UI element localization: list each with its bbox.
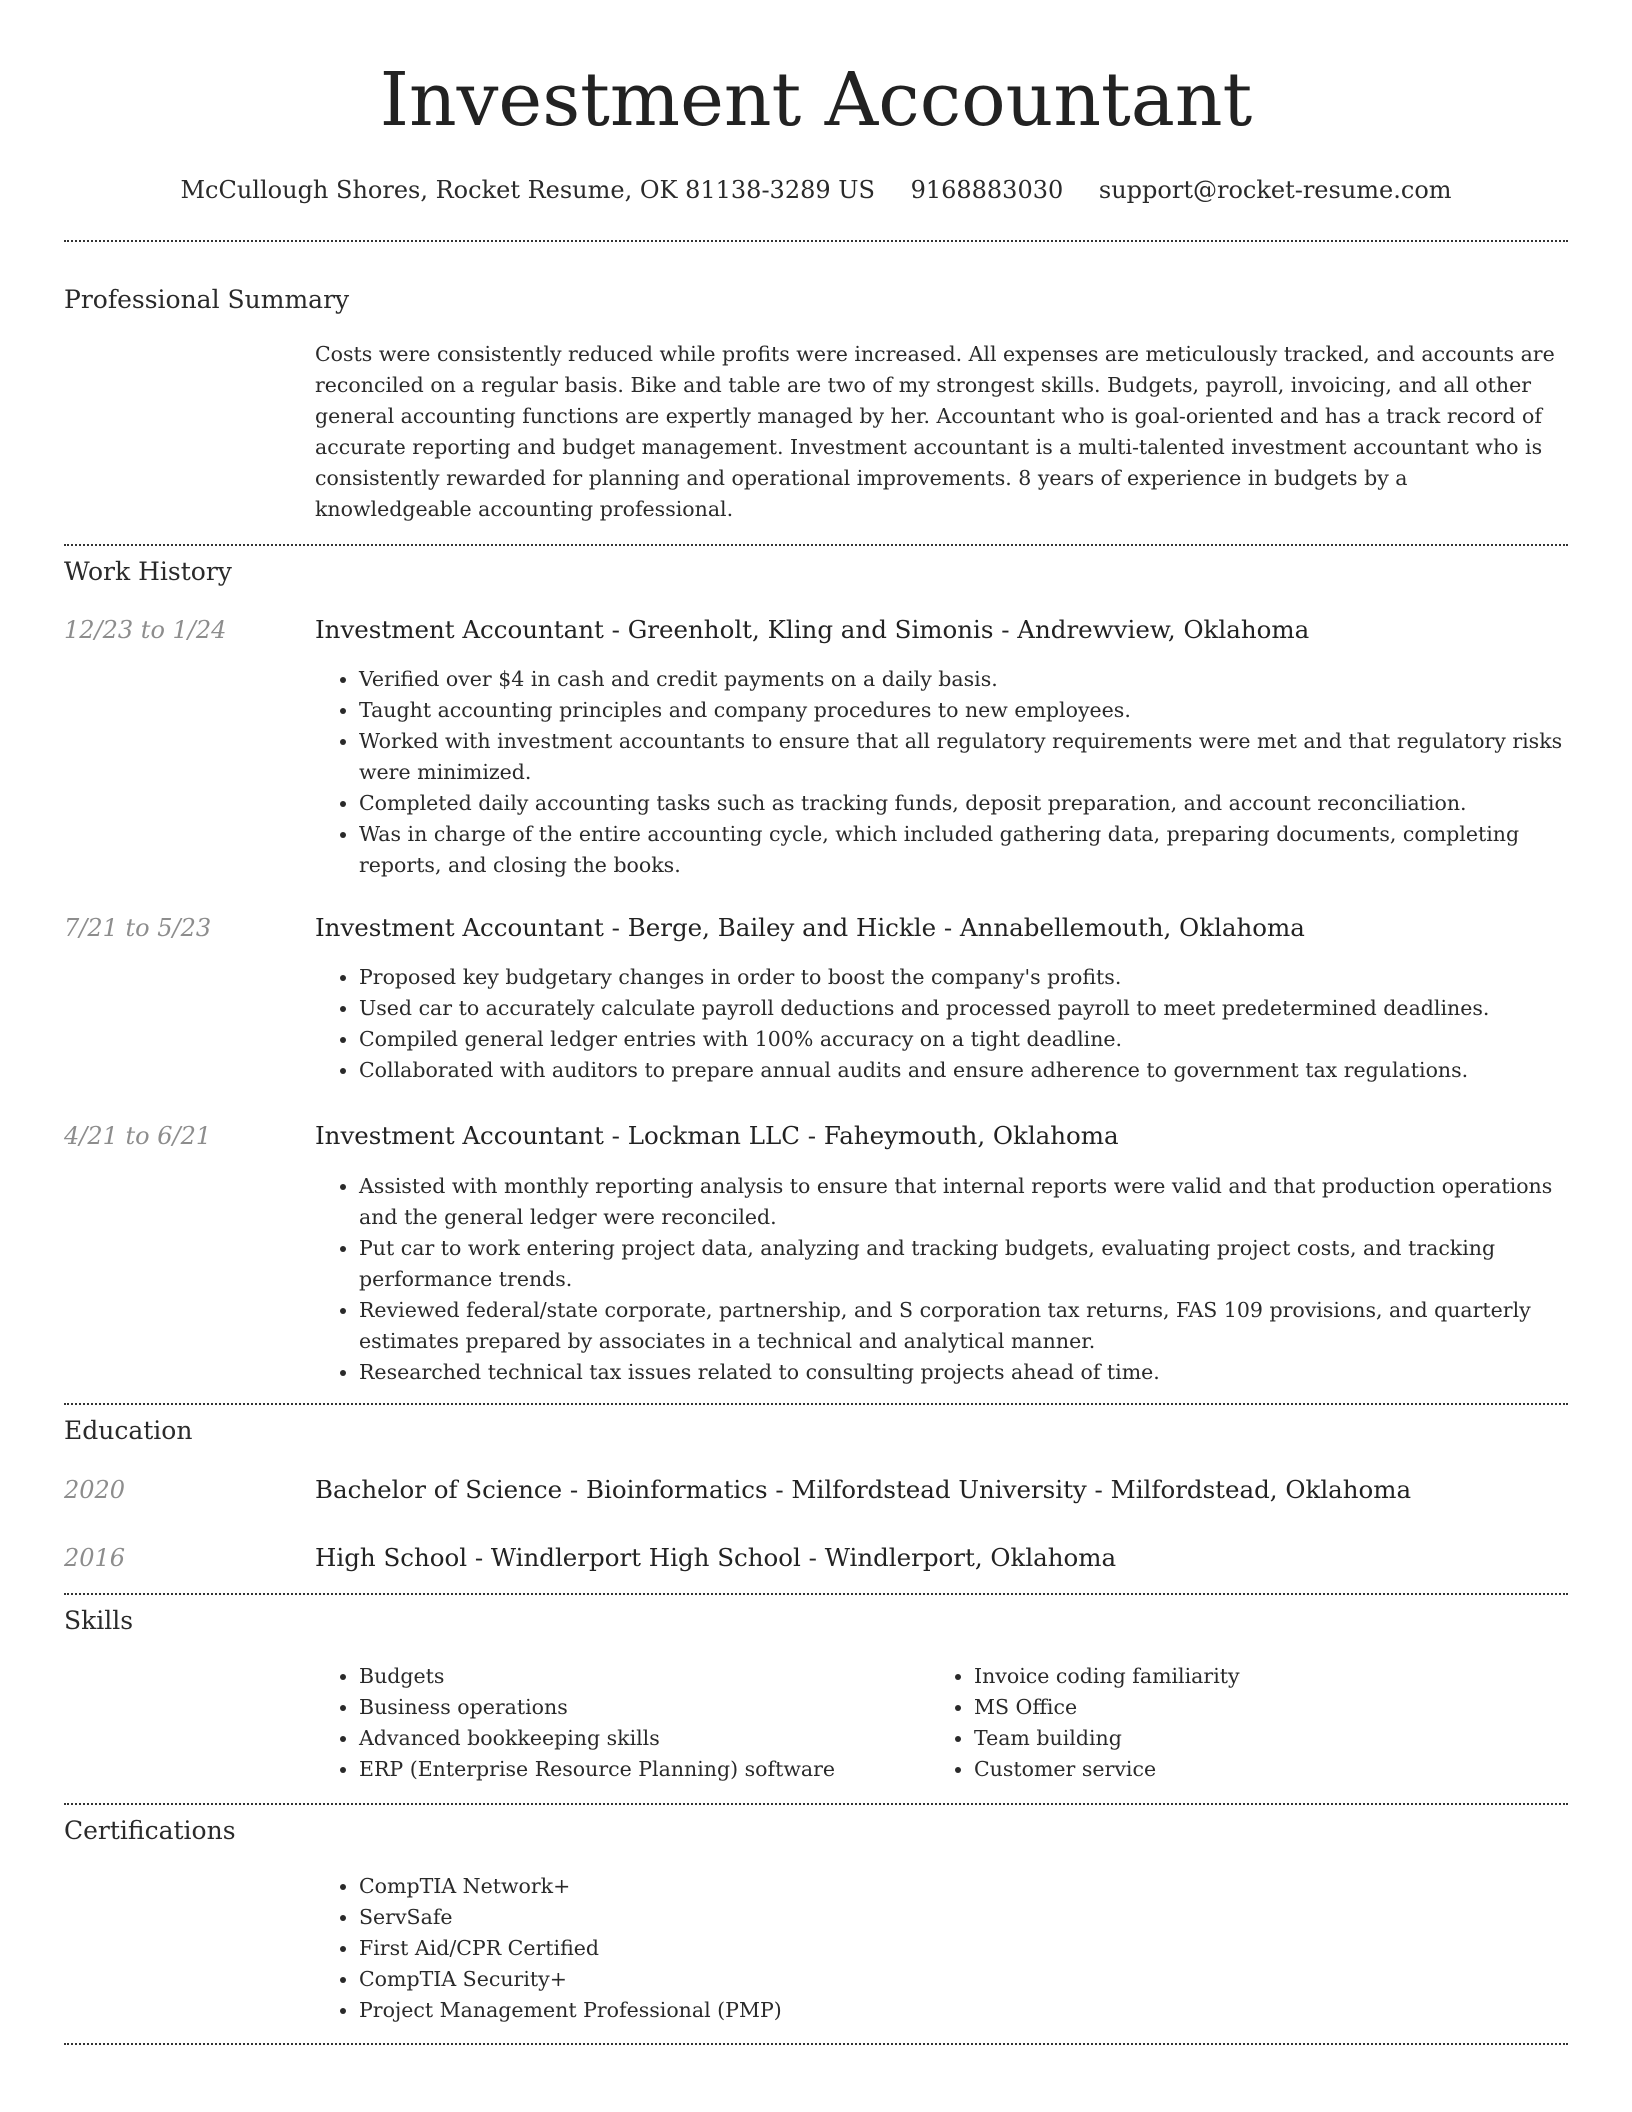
- job-dates: 7/21 to 5/23: [64, 914, 212, 942]
- list-item: • First Aid/CPR Certified: [359, 1933, 1568, 1964]
- section-title-education: Education: [64, 1416, 193, 1445]
- list-item: • CompTIA Security+: [359, 1964, 1568, 1995]
- list-item: • Project Management Professional (PMP): [359, 1995, 1568, 2026]
- list-item: • Budgets: [359, 1661, 915, 1692]
- education-year: 2020: [64, 1476, 126, 1504]
- education-year: 2016: [64, 1544, 126, 1572]
- list-item: • Completed daily accounting tasks such as tracking funds, deposit preparation, and account reconciliation.: [359, 788, 1568, 819]
- section-title-certifications: Certifications: [64, 1816, 236, 1845]
- contact-address: McCullough Shores, Rocket Resume, OK 81138-3289 US: [180, 176, 875, 204]
- education-entry: High School - Windlerport High School - Windlerport, Oklahoma: [315, 1543, 1117, 1572]
- list-item: • Researched technical tax issues related to consulting projects ahead of time.: [359, 1357, 1568, 1388]
- list-item: • Worked with investment accountants to ensure that all regulatory requirements were met and that regulatory risks were minimized.: [359, 726, 1568, 788]
- contact-email: support@rocket-resume.com: [1098, 176, 1452, 204]
- job-dates: 12/23 to 1/24: [64, 616, 227, 644]
- job-bullets: [315, 962, 1568, 1086]
- list-item: • Assisted with monthly reporting analysis to ensure that internal reports were valid and that production operations and the general ledger were reconciled.: [359, 1171, 1568, 1233]
- contact-line: [64, 170, 1568, 210]
- list-item: • Invoice coding familiarity: [974, 1661, 1530, 1692]
- list-item: • Team building: [974, 1723, 1530, 1754]
- divider: [64, 1403, 1568, 1405]
- list-item: • Was in charge of the entire accounting cycle, which included gathering data, preparing documents, completing reports, and closing the books.: [359, 819, 1568, 881]
- divider: [64, 1803, 1568, 1805]
- education-entry: Bachelor of Science - Bioinformatics - Milfordstead University - Milfordstead, Oklahoma: [315, 1475, 1412, 1504]
- certifications-list: [315, 1871, 1568, 2026]
- job-title: Investment Accountant - Lockman LLC - Faheymouth, Oklahoma: [315, 1121, 1119, 1150]
- list-item: • Verified over $4 in cash and credit payments on a daily basis.: [359, 664, 1568, 695]
- divider: [64, 1593, 1568, 1595]
- summary-text: Costs were consistently reduced while profits were increased. All expenses are meticulously tracked, and accounts are reconciled on a regular basis. Bike and table are two of my strongest skills. Budgets, payroll, invoicing, and all other general accounting functions are expertly managed by her. Accountant who is goal-oriented and has a track record of accurate reporting and budget management. Investment accountant is a multi-talented investment accountant who is consistently rewarded for planning and operational improvements. 8 years of experience in budgets by a knowledgeable accounting professional.: [315, 342, 1555, 521]
- divider: [64, 2043, 1568, 2045]
- list-item: • Advanced bookkeeping skills: [359, 1723, 915, 1754]
- divider: [64, 240, 1568, 242]
- job-bullets: [315, 1171, 1568, 1388]
- list-item: • Business operations: [359, 1692, 915, 1723]
- section-title-work-history: Work History: [64, 557, 232, 586]
- section-title-skills: Skills: [64, 1606, 134, 1635]
- list-item: • Customer service: [974, 1754, 1530, 1785]
- job-bullets: [315, 664, 1568, 881]
- list-item: • Reviewed federal/state corporate, partnership, and S corporation tax returns, FAS 109 provisions, and quarterly estimates prepared by associates in a technical and analytical manner.: [359, 1295, 1568, 1357]
- list-item: • ERP (Enterprise Resource Planning) software: [359, 1754, 915, 1785]
- skills-list-right: [930, 1661, 1530, 1785]
- resume-name: Investment Accountant: [379, 57, 1253, 143]
- list-item: • Taught accounting principles and company procedures to new employees.: [359, 695, 1568, 726]
- list-item: • Collaborated with auditors to prepare annual audits and ensure adherence to government tax regulations.: [359, 1055, 1568, 1086]
- list-item: • Used car to accurately calculate payroll deductions and processed payroll to meet predetermined deadlines.: [359, 993, 1568, 1024]
- list-item: • Compiled general ledger entries with 100% accuracy on a tight deadline.: [359, 1024, 1568, 1055]
- section-title-summary: Professional Summary: [64, 285, 350, 314]
- list-item: • Put car to work entering project data, analyzing and tracking budgets, evaluating project costs, and tracking performance trends.: [359, 1233, 1568, 1295]
- list-item: • MS Office: [974, 1692, 1530, 1723]
- job-title: Investment Accountant - Greenholt, Kling and Simonis - Andrewview, Oklahoma: [315, 615, 1310, 644]
- list-item: • Proposed key budgetary changes in order to boost the company's profits.: [359, 962, 1568, 993]
- skills-list-left: [315, 1661, 915, 1785]
- divider: [64, 544, 1568, 546]
- job-dates: 4/21 to 6/21: [64, 1122, 212, 1150]
- list-item: • CompTIA Network+: [359, 1871, 1568, 1902]
- contact-phone: 9168883030: [910, 176, 1064, 204]
- list-item: • ServSafe: [359, 1902, 1568, 1933]
- job-title: Investment Accountant - Berge, Bailey and Hickle - Annabellemouth, Oklahoma: [315, 913, 1305, 942]
